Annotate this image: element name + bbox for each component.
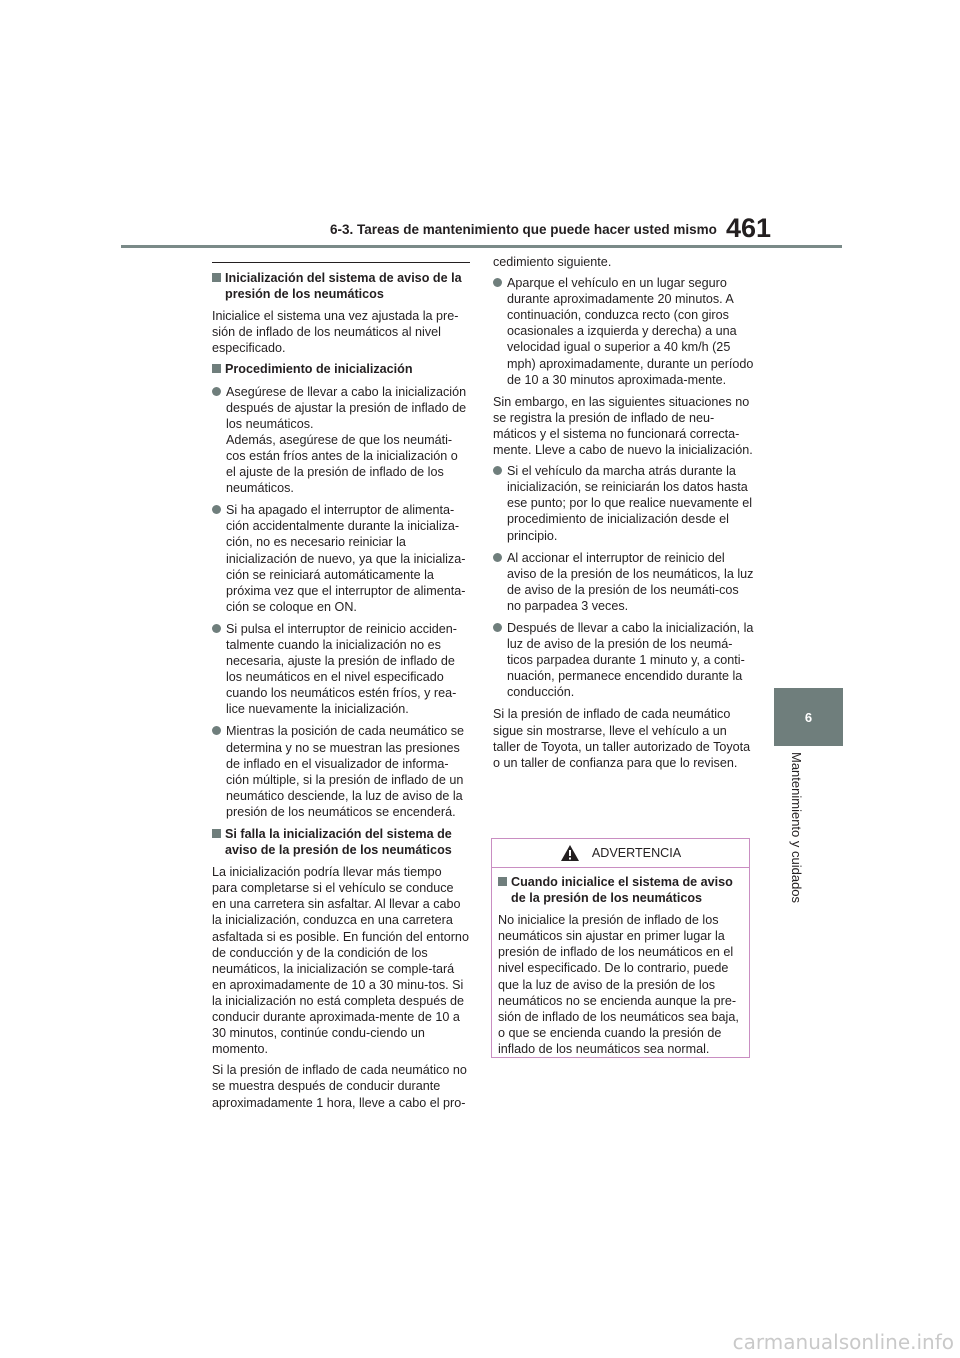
circle-bullet-icon [493,553,502,562]
paragraph: La inicialización podría llevar más tiempo para completarse si el vehículo se conduce en una carretera sin asfaltar. Al llevar a cabo la inicialización, conduzca en una carretera asfaltada si es posible. En función del entorno de conducción y de la condición de los neumáticos, la inicialización se comple-tará en aproximadamente de 10 a 30 minu-tos. Si la inicialización no está completa después de conducir durante aproximada-mente de 10 a 30 minutos, continúe condu-ciendo un momento. [212,865,469,1057]
circle-bullet-icon [493,466,502,475]
chapter-tab-label: Mantenimiento y cuidados [789,752,804,904]
warning-heading [498,874,743,906]
list-item-text: Si pulsa el interruptor de reinicio acciden-talmente cuando la inicialización no es necesaria, ajuste la presión de inflado de los neumáticos en el nivel especificado cuando los neumáticos estén fríos, y rea-lice nuevamente la inicialización. [226,621,458,717]
list-item-text: Aparque el vehículo en un lugar seguro durante aproximadamente 20 minutos. A continuación, conduzca recto (con giros ocasionales a izquierda y derecha) a una velocidad igual o superior a 40 km/h (25 mph) aproximadamente, durante un período de 10 a 30 minutos aproximada-mente. [507,276,754,387]
heading-text: Procedimiento de inicialización [225,362,413,377]
left-column [212,262,470,1116]
list-item-text: Al accionar el interruptor de reinicio del aviso de la presión de los neumáticos, la luz de aviso de la presión de los neumáti-cos no parpadea 3 veces. [507,550,754,613]
subsection-heading [212,826,470,858]
list-item-text: Asegúrese de llevar a cabo la inicialización después de ajustar la presión de inflado de los neumáticos. Además, asegúrese de que los neumáti-cos están fríos antes de la inicialización o el ajuste de la presión de inflado de los neumáticos. [226,384,467,496]
circle-bullet-icon [493,623,502,632]
watermark: carmanualsonline.info [732,1330,954,1354]
heading-text: Cuando inicialice el sistema de aviso de la presión de los neumáticos [511,875,733,906]
square-bullet-icon [498,877,507,886]
circle-bullet-icon [212,726,221,735]
square-bullet-icon [212,273,221,282]
paragraph: Si la presión de inflado de cada neumático sigue sin mostrarse, lleve el vehículo a un taller de Toyota, un taller autorizado de Toyota o un taller de confianza para que lo revisen. [493,707,751,770]
list-item [212,621,470,718]
list-item-text: Mientras la posición de cada neumático se determina y no se muestran las presiones de inflado en el visualizador de informa-ción múltiple, si la presión de inflado de un neumático desciende, la luz de aviso de la presión de los neumáticos se encenderá. [226,724,465,819]
running-header-title: 6-3. Tareas de mantenimiento que puede hacer usted mismo [330,222,717,237]
paragraph: Si la presión de inflado de cada neumático no se muestra después de conducir durante aproximadamente 1 hora, lleve a cabo el pro- [212,1063,467,1110]
list-item-text: Después de llevar a cabo la inicialización, la luz de aviso de la presión de los neumá-ticos parpadea durante 1 minuto y, a conti-nuación, permanece encendido durante la conducción. [507,620,754,700]
warning-header [492,839,749,868]
paragraph: cedimiento siguiente. [493,255,612,269]
list-item [212,723,470,820]
list-item [212,384,470,497]
list-item [493,620,755,700]
square-bullet-icon [212,364,221,373]
warning-box [491,838,750,1058]
paragraph: Inicialice el sistema una vez ajustada la pre-sión de inflado de los neumáticos al nivel especificado. [212,309,459,356]
list-item [212,502,470,615]
circle-bullet-icon [212,387,221,396]
list-item-text: Si ha apagado el interruptor de alimenta-ción accidentalmente durante la inicializa-ción, no es necesario reiniciar la inicialización de nuevo, ya que la inicializa-ción se reiniciará automáticamente la próxima vez que el interruptor de alimenta-ción se coloque en ON. [226,503,466,614]
warning-title: ADVERTENCIA [591,846,682,860]
page-number: 461 [726,213,772,243]
list-item-text: Si el vehículo da marcha atrás durante la inicialización, se reiniciarán los datos hasta ese punto; por lo que realice nuevamente el procedimiento de inicialización desde el principio. [507,464,753,543]
list-item [493,550,755,614]
header-divider [121,245,842,248]
warning-triangle-icon [560,844,580,862]
list-item [493,463,755,543]
subsection-heading [212,361,470,377]
heading-text: Si falla la inicialización del sistema de aviso de la presión de los neumáticos [225,827,452,858]
chapter-tab: 6 [774,688,843,746]
circle-bullet-icon [212,505,221,514]
right-column [493,254,755,776]
list-item [493,275,755,388]
section-heading [212,270,470,302]
warning-body [492,868,749,1057]
circle-bullet-icon [493,278,502,287]
warning-text: No inicialice la presión de inflado de los neumáticos sin ajustar en primer lugar la presión de inflado de los neumáticos en el nivel especificado. De lo contrario, puede que la luz de aviso de la presión de los neumáticos no se encienda aunque la pre-sión de inflado de los neumáticos sea baja, o que se encienda cuando la presión de inflado de los neumáticos sea normal. [498,913,739,1056]
square-bullet-icon [212,829,221,838]
paragraph: Sin embargo, en las siguientes situaciones no se registra la presión de inflado de neu-máticos y el sistema no funcionará correcta-mente. Lleve a cabo de nuevo la inicialización. [493,394,753,458]
circle-bullet-icon [212,624,221,633]
heading-text: Inicialización del sistema de aviso de la presión de los neumáticos [225,271,462,302]
section-rule [212,262,470,263]
